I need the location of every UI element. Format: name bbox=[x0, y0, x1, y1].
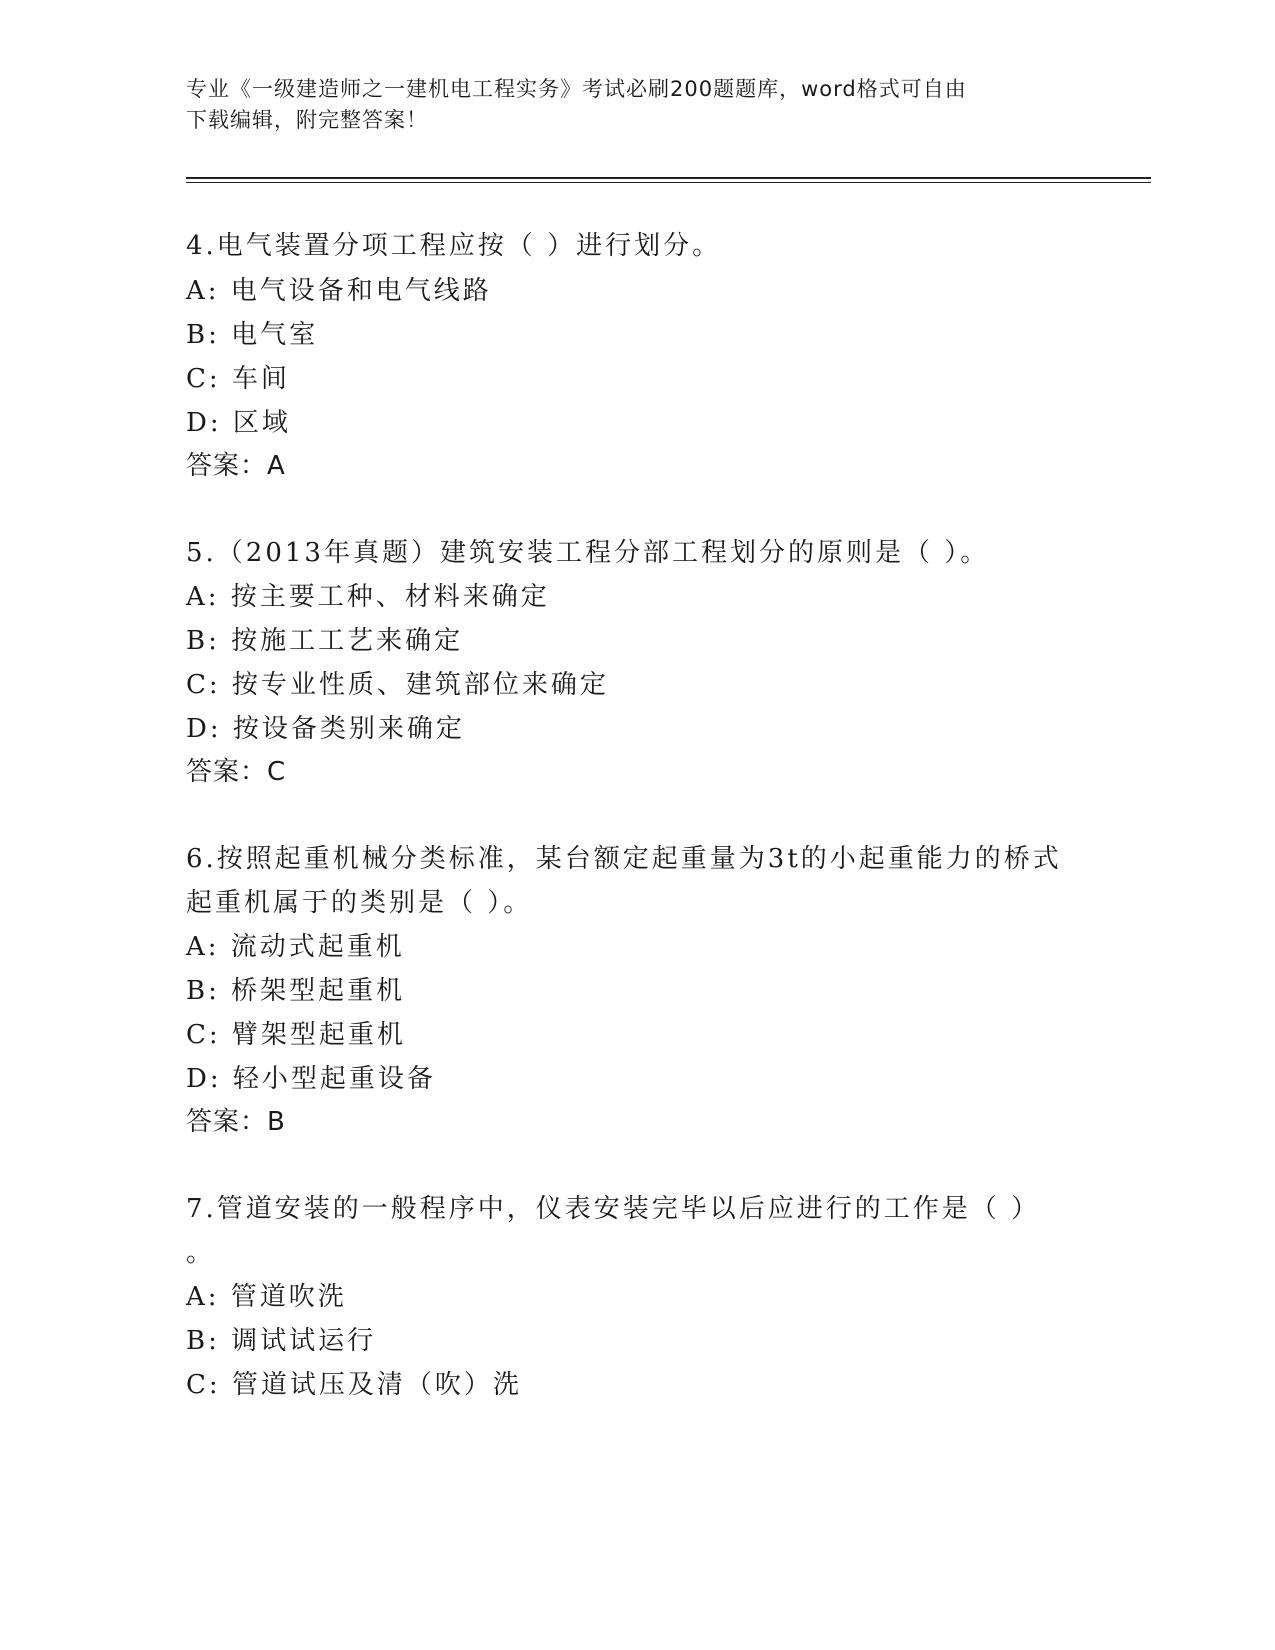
option-b: B: 按施工工艺来确定 bbox=[186, 626, 464, 656]
option-d: D: 按设备类别来确定 bbox=[186, 714, 465, 744]
option-c: C: 车间 bbox=[186, 364, 290, 394]
option-a: A: 管道吹洗 bbox=[186, 1282, 347, 1312]
option-c: C: 按专业性质、建筑部位来确定 bbox=[186, 670, 609, 700]
answer-text: 答案：A bbox=[186, 451, 286, 481]
header-line-2: 下载编辑，附完整答案！ bbox=[186, 108, 428, 132]
header-divider-thick bbox=[186, 177, 1151, 179]
option-c: C: 管道试压及清（吹）洗 bbox=[186, 1370, 522, 1400]
option-c: C: 臂架型起重机 bbox=[186, 1020, 406, 1050]
option-d: D: 区域 bbox=[186, 408, 291, 438]
document-header bbox=[186, 74, 1066, 136]
option-b: B: 电气室 bbox=[186, 320, 319, 350]
question-stem: 7.管道安装的一般程序中，仪表安装完毕以后应进行的工作是（ ） bbox=[186, 1194, 1041, 1224]
header-divider-thin bbox=[186, 182, 1151, 183]
answer-text: 答案：C bbox=[186, 757, 287, 787]
option-b: B: 桥架型起重机 bbox=[186, 976, 406, 1006]
option-a: A: 电气设备和电气线路 bbox=[186, 276, 492, 306]
option-d: D: 轻小型起重设备 bbox=[186, 1064, 436, 1094]
option-a: A: 流动式起重机 bbox=[186, 932, 405, 962]
question-stem: 5.（2013年真题）建筑安装工程分部工程划分的原则是（ ）。 bbox=[186, 538, 990, 568]
question-stem: 4.电气装置分项工程应按（ ）进行划分。 bbox=[186, 231, 722, 261]
question-stem-continued: 起重机属于的类别是（ ）。 bbox=[186, 888, 533, 918]
option-b: B: 调试试运行 bbox=[186, 1326, 377, 1356]
question-stem: 6.按照起重机械分类标准，某台额定起重量为3t的小起重能力的桥式 bbox=[186, 844, 1062, 874]
answer-text: 答案：B bbox=[186, 1107, 286, 1137]
header-line-1: 专业《一级建造师之一建机电工程实务》考试必刷200题题库，word格式可自由 bbox=[186, 77, 967, 101]
question-stem-continued: 。 bbox=[186, 1238, 216, 1268]
option-a: A: 按主要工种、材料来确定 bbox=[186, 582, 550, 612]
